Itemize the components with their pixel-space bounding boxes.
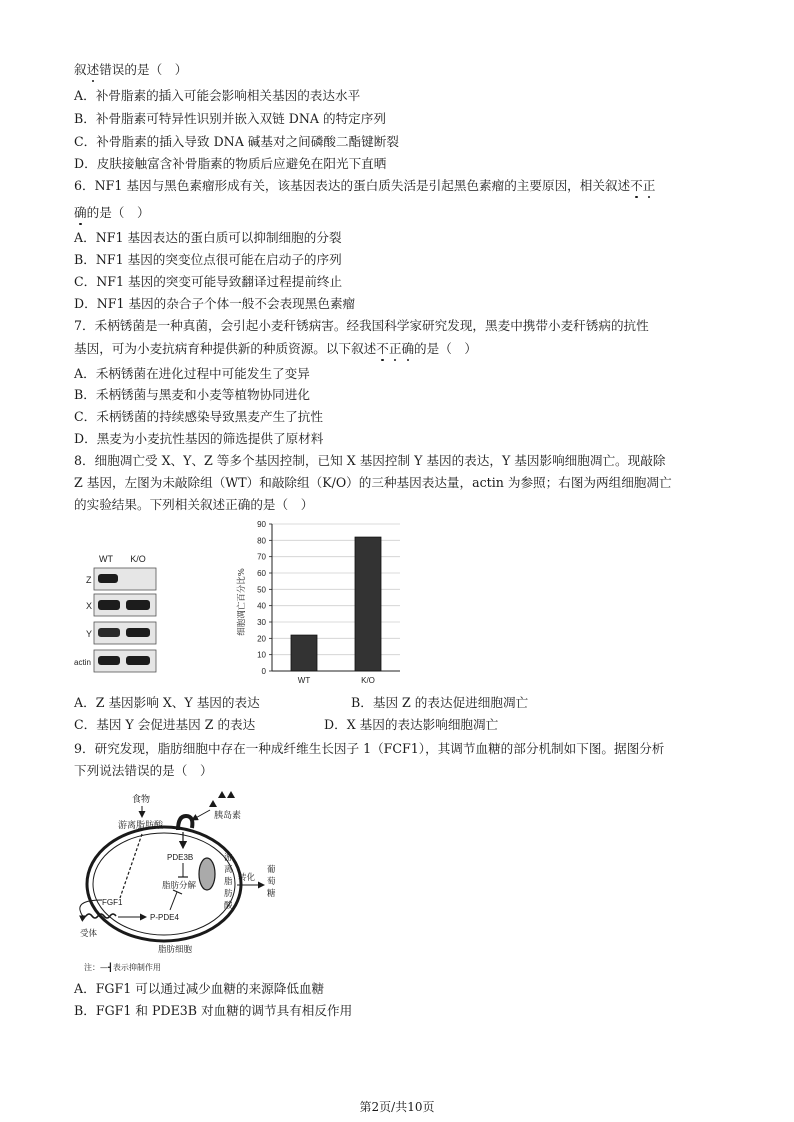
label-note: 注：—┫表示抑制作用: [84, 963, 161, 972]
q8-stem-line3: 的实验结果。下列相关叙述正确的是（ ）: [74, 497, 314, 512]
emphasis-dot-char: 述: [86, 62, 100, 77]
label-receptor: 受体: [80, 929, 98, 939]
label-insulin: 胰岛素: [214, 811, 242, 821]
label-pde3b: PDE3B: [167, 853, 194, 862]
chart-y-tick-label: 0: [261, 667, 266, 676]
svg-text:脂: 脂: [224, 876, 233, 886]
label-lipolysis: 脂肪分解: [162, 881, 197, 891]
svg-text:离: 离: [224, 864, 233, 874]
q6-option-d: D．NF1 基因的杂合子个体一般不会表现黑色素瘤: [74, 296, 356, 311]
western-blot-figure: [74, 548, 160, 676]
label-fgf1: FGF1: [102, 898, 123, 907]
chart-y-tick-label: 20: [257, 634, 266, 644]
chart-x-tick-label: K/O: [361, 676, 375, 685]
q9-stem: 9．研究发现，脂肪细胞中存在一种成纤维生长因子 1（FCF1），其调节血糖的部分机制如下图。据图分析: [74, 741, 665, 756]
q8-option-a: A．Z 基因影响 X、Y 基因的表达: [74, 695, 260, 710]
chart-y-label: 细胞凋亡百分比%: [237, 568, 247, 636]
q6-option-c: C．NF1 基因的突变可能导致翻译过程提前终止: [74, 274, 343, 289]
q8-stem-line2: Z 基因，左图为未敲除组（WT）和敲除组（K/O）的三种基因表达量，actin 为参照；右图为两组细胞凋亡: [74, 475, 672, 490]
q6-stem-line2: 确的是（ ）: [74, 205, 150, 220]
label-food: 食物: [132, 795, 151, 805]
q5-option-d: D．皮肤接触富含补骨脂素的物质后应避免在阳光下直晒: [74, 156, 387, 171]
arrow-insulin: [192, 810, 210, 820]
svg-text:肪: 肪: [224, 888, 233, 898]
blot-row-y: [86, 622, 156, 644]
q5-option-a: A．补骨脂素的插入可能会影响相关基因的表达水平: [74, 88, 361, 103]
dashed-inhibit-line: [120, 834, 142, 898]
insulin-triangles-icon: [209, 791, 235, 807]
svg-text:酸: 酸: [224, 900, 233, 910]
emphasis-dot-char: 确: [74, 205, 87, 220]
blot-label-y: Y: [86, 629, 93, 639]
blot-row-x: [86, 594, 156, 616]
q6-option-b: B．NF1 基因的突变位点很可能在启动子的序列: [74, 252, 342, 267]
q7-option-d: D．黑麦为小麦抗性基因的筛选提供了原材料: [74, 431, 324, 446]
chart-y-tick-label: 50: [257, 585, 266, 595]
q8-option-d: D．X 基因的表达影响细胞凋亡: [324, 717, 499, 732]
q6-stem: 6．NF1 基因与黑色素瘤形成有关，该基因表达的蛋白质失活是引起黑色素瘤的主要原因，相关叙述不正: [74, 178, 656, 193]
q6-option-a: A．NF1 基因表达的蛋白质可以抑制细胞的分裂: [74, 230, 342, 245]
chart-y-tick-label: 70: [257, 552, 266, 562]
emphasis-dot-char: 正: [388, 341, 402, 356]
chart-y-tick-label: 60: [257, 569, 266, 578]
arrow-ppde4-lipolysis: [170, 892, 177, 910]
q5-option-c: C．补骨脂素的插入导致 DNA 碱基对之间磷酸二酯键断裂: [74, 134, 399, 149]
chart-y-tick-label: 90: [257, 520, 266, 529]
chart-y-tick-label: 80: [257, 536, 266, 546]
blot-row-z: [86, 568, 156, 590]
blot-label-z: Z: [86, 575, 92, 585]
blot-label-x: X: [86, 601, 93, 611]
emphasis-dot-char: 正: [642, 178, 656, 193]
q5-stem-tail: 叙述错误的是（ ）: [74, 62, 188, 77]
q9-option-a: A．FGF1 可以通过减少血糖的来源降低血糖: [74, 981, 325, 996]
blot-col-ko: K/O: [130, 554, 146, 564]
blot-col-wt: WT: [99, 554, 113, 564]
nucleus: [199, 858, 215, 890]
svg-text:萄: 萄: [267, 876, 276, 886]
chart-y-tick-label: 10: [257, 650, 266, 660]
q7-option-b: B．禾柄锈菌与黑麦和小麦等植物协同进化: [74, 387, 310, 402]
q8-option-b: B．基因 Z 的表达促进细胞凋亡: [351, 695, 529, 710]
svg-text:糖: 糖: [267, 888, 276, 898]
emphasis-dot-char: 确: [401, 341, 415, 356]
chart-bar-ko: [355, 537, 381, 671]
page-footer: 第2页/共10页: [359, 1100, 435, 1114]
label-glucose: [267, 864, 276, 898]
q8-option-c: C．基因 Y 会促进基因 Z 的表达: [74, 717, 256, 732]
chart-y-tick-label: 40: [257, 601, 266, 611]
q5-option-b: B．补骨脂素可特异性识别并嵌入双链 DNA 的特定序列: [74, 111, 386, 126]
label-fat-cell: 脂肪细胞: [158, 945, 193, 955]
label-ffa-side: [224, 852, 233, 910]
q9-stem-line2: 下列说法错误的是（ ）: [74, 763, 213, 778]
q7-stem-line2: 基因，可为小麦抗病育种提供新的种质资源。以下叙述不正确的是（ ）: [74, 341, 477, 356]
chart-y-tick-label: 30: [257, 618, 266, 627]
q9-option-b: B．FGF1 和 PDE3B 对血糖的调节具有相反作用: [74, 1003, 353, 1018]
label-convert: 转化: [238, 873, 256, 883]
apoptosis-bar-chart: [228, 516, 408, 692]
q7-option-c: C．禾柄锈菌的持续感染导致黑麦产生了抗性: [74, 409, 323, 424]
emphasis-dot-char: 不: [630, 178, 643, 193]
q8-stem: 8．细胞凋亡受 X、Y、Z 等多个基因控制，已知 X 基因控制 Y 基因的表达，Y 基因影响细胞凋亡。现敲除: [74, 453, 666, 468]
svg-text:游: 游: [224, 852, 233, 862]
emphasis-dot-char: 不: [376, 341, 389, 356]
q7-option-a: A．禾柄锈菌在进化过程中可能发生了变异: [74, 366, 310, 381]
chart-bar-wt: [291, 635, 317, 671]
fat-cell-diagram: [74, 784, 294, 974]
chart-x-tick-label: WT: [297, 676, 311, 685]
label-ppde4: P-PDE4: [150, 913, 179, 922]
label-ffa-top: 游离脂肪酸: [118, 821, 164, 831]
q7-stem: 7．禾柄锈菌是一种真菌，会引起小麦秆锈病害。经我国科学家研究发现，黑麦中携带小麦秆锈病的抗性: [74, 318, 649, 333]
blot-label-actin: actin: [74, 658, 91, 667]
svg-text:葡: 葡: [267, 864, 276, 874]
blot-row-actin: [74, 650, 156, 672]
